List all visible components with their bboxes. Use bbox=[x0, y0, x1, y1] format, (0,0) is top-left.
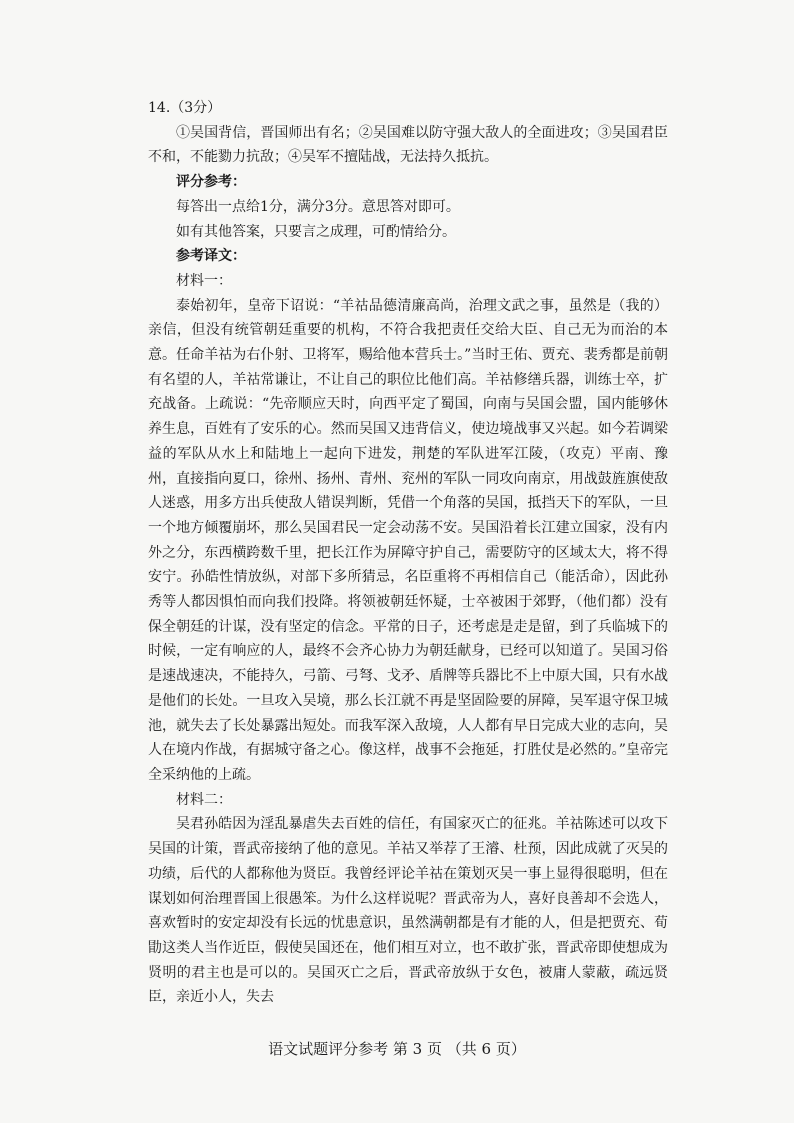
page-footer: 语文试题评分参考 第 3 页 （共 6 页） bbox=[268, 1040, 526, 1058]
scoring-line-2: 如有其他答案，只要言之成理，可酌情给分。 bbox=[176, 223, 456, 240]
question-answer: ①吴国背信，晋国师出有名；②吴国难以防守强大敌人的全面进攻；③吴国君臣不和，不能勠力抗敌；④吴军不擅陆战，无法持久抵抗。 bbox=[148, 124, 668, 166]
material1-heading: 材料一： bbox=[176, 272, 232, 289]
material2-text: 吴君孙皓因为淫乱暴虐失去百姓的信任，有国家灭亡的征兆。羊祜陈述可以攻下吴国的计策，晋武帝接纳了他的意见。羊祜又举荐了王濬、杜预，因此成就了灭吴的功绩，后代的人都称他为贤臣。我曾经评论羊祜在策划灭吴一事上显得很聪明，但在谋划如何治理晋国上很愚笨。为什么这样说呢？晋武帝为人，喜好良善却不会选人，喜欢暂时的安定却没有长远的忧患意识，虽然满朝都是有才能的人，但是把贾充、荀勖这类人当作近臣，假使吴国还在，他们相互对立，也不敢扩张，晋武帝即使想成为贤明的君主也是可以的。吴国灭亡之后，晋武帝放纵于女色，被庸人蒙蔽，疏远贤臣，亲近小人，失去 bbox=[148, 816, 668, 1006]
answer-content bbox=[148, 96, 668, 1010]
translation-heading: 参考译文： bbox=[176, 248, 246, 265]
material2-heading: 材料二： bbox=[176, 791, 232, 808]
scoring-heading: 评分参考： bbox=[176, 174, 246, 191]
question-label: 14.（3分） bbox=[148, 100, 222, 116]
scoring-line-1: 每答出一点给1分，满分3分。意思答对即可。 bbox=[176, 198, 460, 215]
material1-text: 泰始初年，皇帝下诏说：“羊祜品德清廉高尚，治理文武之事，虽然是（我的）亲信，但没有统管朝廷重要的机构，不符合我把责任交给大臣、自己无为而治的本意。任命羊祜为右仆射、卫将军，赐给他本营兵士。”当时王佑、贾充、裴秀都是前朝有名望的人，羊祜常谦让，不让自己的职位比他们高。羊祜修缮兵器，训练士卒，扩充战备。上疏说：“先帝顺应天时，向西平定了蜀国，向南与吴国会盟，国内能够休养生息，百姓有了安乐的心。然而吴国又违背信义，使边境战事又兴起。如今若调梁益的军队从水上和陆地上一起向下进发，荆楚的军队进军江陵，（攻克）平南、豫州，直接指向夏口，徐州、扬州、青州、兖州的军队一同攻向南京，用战鼓旌旗使敌人迷惑，用多方出兵使敌人错误判断，凭借一个角落的吴国，抵挡天下的军队，一旦一个地方倾覆崩坏，那么吴国君民一定会动荡不安。吴国沿着长江建立国家，没有内外之分，东西横跨数千里，把长江作为屏障守护自己，需要防守的区域太大，将不得安宁。孙皓性情放纵，对部下多所猜忌，名臣重将不再相信自己（能活命），因此孙秀等人都因惧怕而向我们投降。将领被朝廷怀疑，士卒被困于郊野，（他们都）没有保全朝廷的计谋，没有坚定的信念。平常的日子，还考虑是走是留，到了兵临城下的时候，一定有响应的人，最终不会齐心协力为朝廷献身，已经可以知道了。吴国习俗是速战速决，不能持久，弓箭、弓弩、戈矛、盾牌等兵器比不上中原大国，只有水战是他们的长处。一旦攻入吴境，那么长江就不再是坚固险要的屏障，吴军退守保卫城池，就失去了长处暴露出短处。而我军深入敌境，人人都有早日完成大业的志向，吴人在境内作战，有据城守备之心。像这样，战事不会拖延，打胜仗是必然的。”皇帝完全采纳他的上疏。 bbox=[148, 297, 668, 783]
